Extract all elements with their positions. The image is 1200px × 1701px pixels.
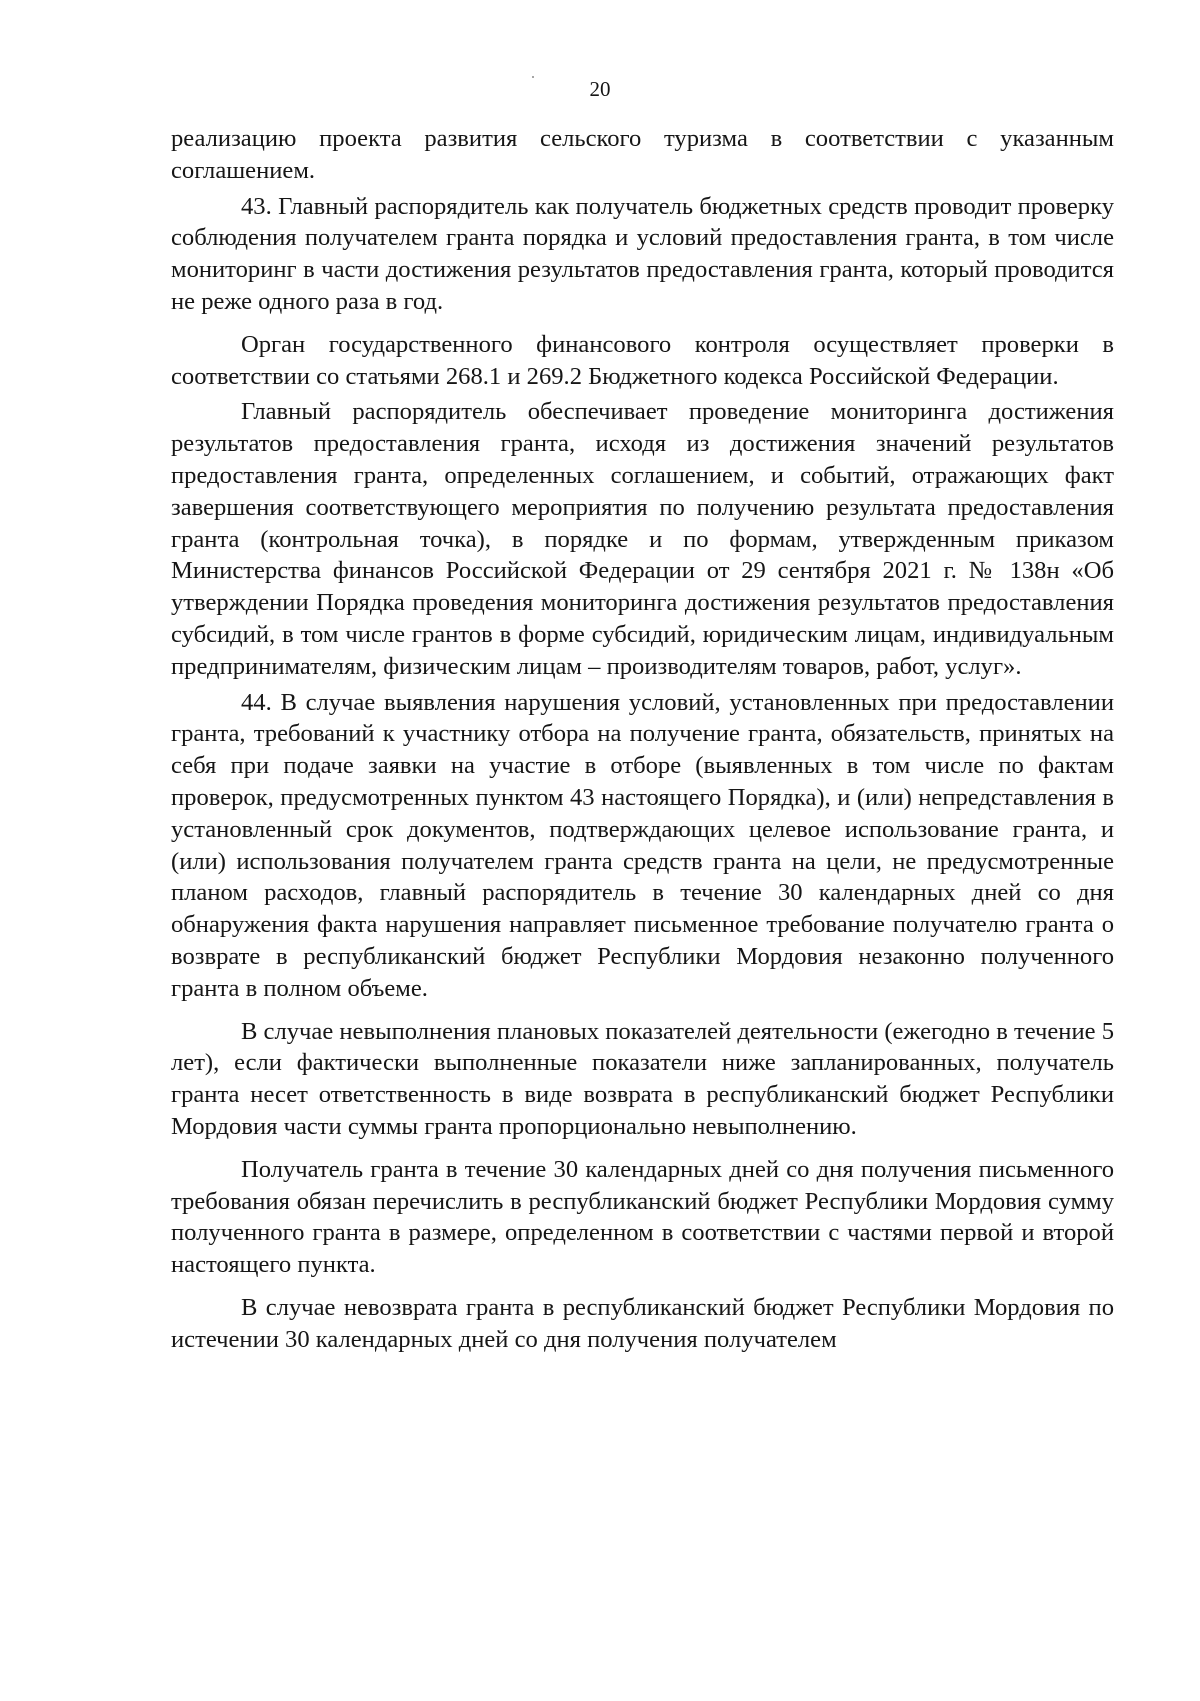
paragraph-item-43: 43. Главный распорядитель как получатель бюджетных средств проводит проверку соблюдения получателем гранта порядка и условий предоставления гранта, в том числе мониторинг в части достижения результатов предоставления гранта, который проводится не реже одного раза в год.: [171, 192, 1114, 315]
paragraph-monitoring: Главный распорядитель обеспечивает проведение мониторинга достижения результатов предоставления гранта, исходя из достижения значений результатов предоставления гранта, определенных соглашением, и событий, отражающих факт завершения соответствующего мероприятия по получению результата предоставления гранта (контрольная точка), в порядке и по формам, утвержденным приказом Министерства финансов Российской Федерации от 29 сентября 2021 г. № 138н «Об утверждении Порядка проведения мониторинга достижения результатов предоставления субсидий, в том числе грантов в форме субсидий, юридическим лицам, индивидуальным предпринимателям, физическим лицам – производителям товаров, работ, услуг».: [171, 398, 1114, 680]
paragraph-item-44: 44. В случае выявления нарушения условий, установленных при предоставлении гранта, требований к участнику отбора на получение гранта, обязательств, принятых на себя при подаче заявки на участие в отборе (выявленных в том числе по фактам проверок, предусмотренных пунктом 43 настоящего Порядка), и (или) непредставления в установленный срок документов, подтверждающих целевое использование гранта, и (или) использования получателем гранта средств гранта на цели, не предусмотренные планом расходов, главный распорядитель в течение 30 календарных дней со дня обнаружения факта нарушения направляет письменное требование получателю гранта о возврате в республиканский бюджет Республики Мордовия незаконно полученного гранта в полном объеме.: [171, 688, 1114, 1002]
paragraph-plan-failure: В случае невыполнения плановых показателей деятельности (ежегодно в течение 5 лет), если фактически выполненные показатели ниже запланированных, получатель гранта несет ответственность в виде возврата в республиканский бюджет Республики Мордовия части суммы гранта пропорционально невыполнению.: [171, 1017, 1114, 1140]
document-body: [171, 123, 1114, 1355]
paragraph-refund-obligation: Получатель гранта в течение 30 календарных дней со дня получения письменного требования обязан перечислить в республиканский бюджет Республики Мордовия сумму полученного гранта в размере, определенном в соответствии с частями первой и второй настоящего пункта.: [171, 1155, 1114, 1279]
paragraph-financial-control: Орган государственного финансового контроля осуществляет проверки в соответствии со статьями 268.1 и 269.2 Бюджетного кодекса Российской Федерации.: [171, 330, 1114, 390]
paragraph-non-refund: В случае невозврата гранта в республиканский бюджет Республики Мордовия по истечении 30 календарных дней со дня получения получателем: [171, 1293, 1114, 1353]
paragraph-continuation: реализацию проекта развития сельского туризма в соответствии с указанным соглашением.: [171, 125, 1114, 184]
page-number: 20: [589, 77, 611, 101]
